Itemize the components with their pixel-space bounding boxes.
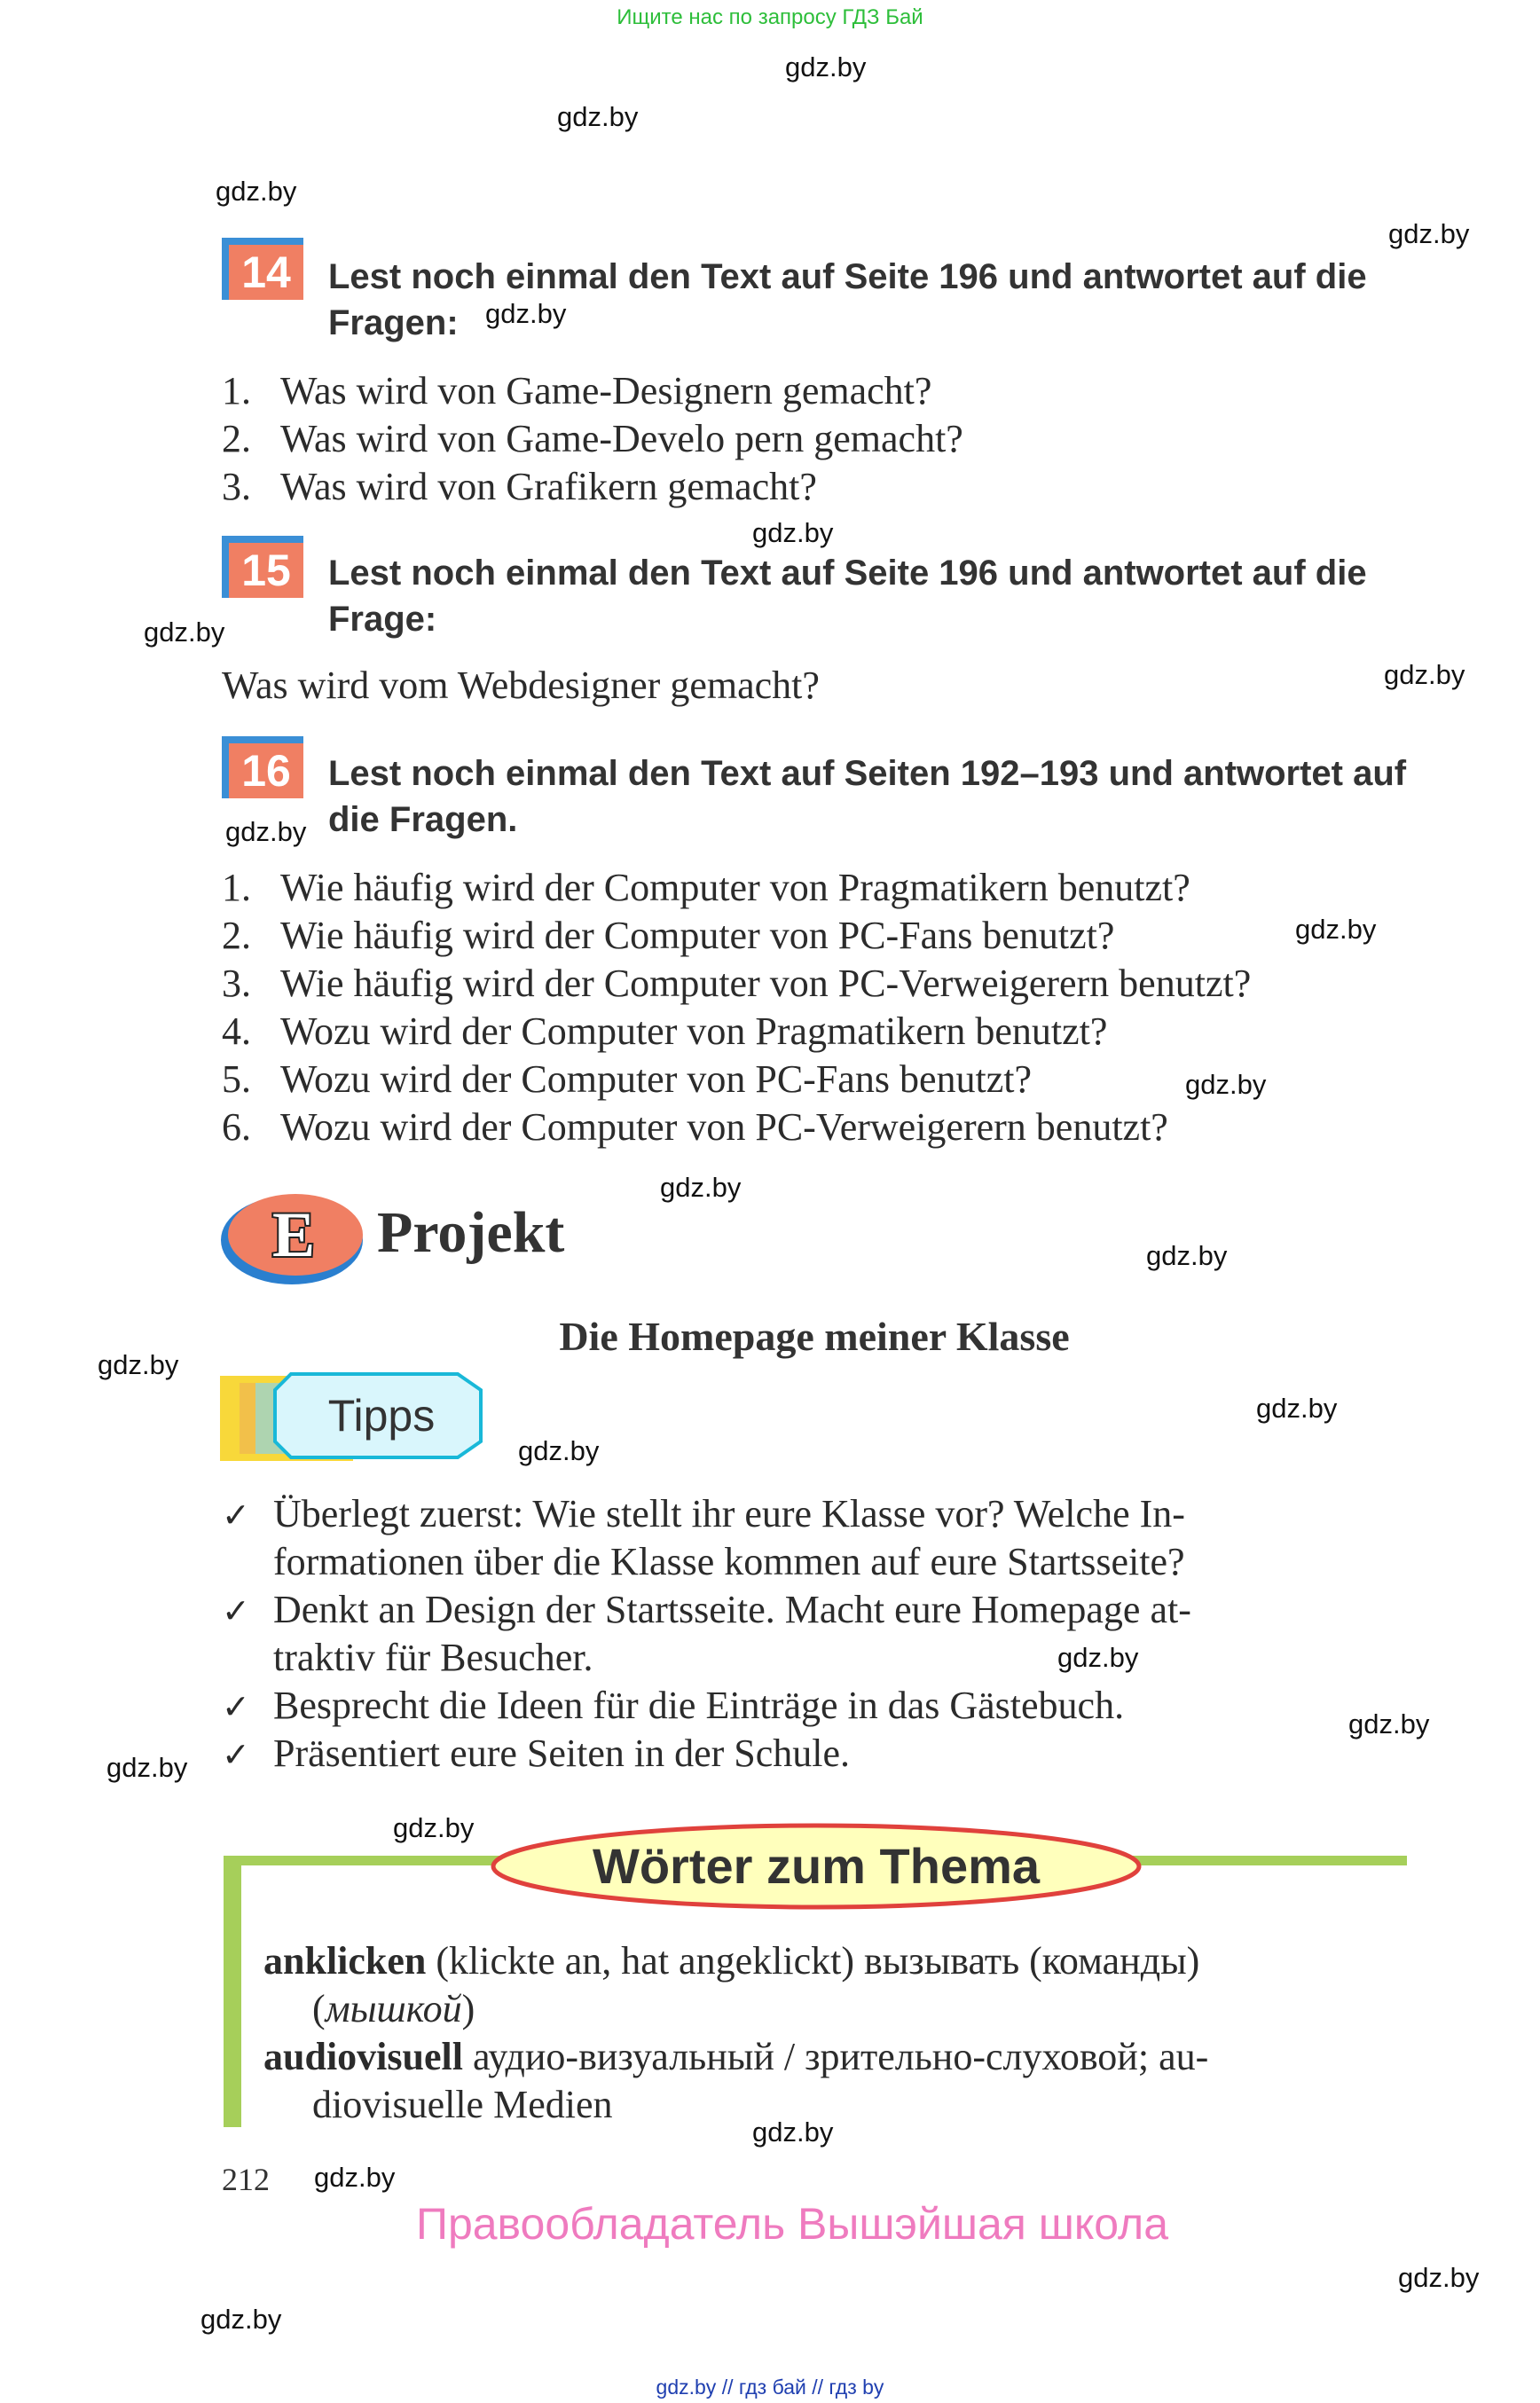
tip-continuation: formationen über die Klasse kommen auf eure Startsseite? — [273, 1540, 1185, 1583]
watermark: gdz.by — [557, 101, 639, 132]
question-text: Wozu wird der Computer von PC-Fans benutzt? — [280, 1057, 1032, 1101]
watermark: gdz.by — [98, 1349, 179, 1380]
badge-number: 15 — [229, 543, 303, 598]
question-text: Wie häufig wird der Computer von Pragmatikern benutzt? — [280, 866, 1190, 909]
vocab-paren: ( — [312, 1987, 326, 2030]
question-text: Wozu wird der Computer von Pragmatikern benutzt? — [280, 1009, 1108, 1053]
check-icon: ✓ — [222, 1735, 250, 1774]
frame-left-bar — [224, 1856, 241, 2127]
vocabulary-title: Wörter zum Thema — [592, 1838, 1041, 1894]
question-text: Was wird von Grafikern gemacht? — [280, 465, 817, 508]
watermark: gdz.by — [393, 1812, 475, 1843]
check-icon: ✓ — [222, 1591, 250, 1630]
watermark: gdz.by — [1398, 2262, 1480, 2293]
watermark: gdz.by — [660, 1172, 742, 1203]
question-item — [222, 367, 931, 415]
tip-text: Überlegt zuerst: Wie stellt ihr eure Klasse vor? Welche In- — [273, 1492, 1185, 1535]
task-number-badge — [222, 536, 303, 598]
tips-label: Tipps — [327, 1391, 436, 1441]
watermark: gdz.by — [1185, 1069, 1267, 1100]
badge-number: 16 — [229, 743, 303, 798]
question-item — [222, 415, 963, 463]
question-item — [222, 1103, 1168, 1151]
badge-number: 14 — [229, 245, 303, 300]
question-item — [222, 912, 1114, 960]
question-number: 4. — [222, 1009, 251, 1053]
vocab-definition: аудио-визуальный / зрительно-слуховой; au- — [462, 2035, 1209, 2078]
question-item — [222, 463, 817, 511]
task-title: Lest noch einmal den Text auf Seite 196 und antwortet auf die Fragen: — [328, 257, 1367, 342]
watermark: gdz.by — [1388, 218, 1470, 249]
question-number: 1. — [222, 866, 251, 909]
watermark: gdz.by — [1256, 1393, 1338, 1424]
watermark: gdz.by — [216, 176, 297, 207]
question-item — [222, 1008, 1107, 1056]
project-letter: E — [271, 1199, 316, 1270]
vocab-word: anklicken — [263, 1939, 427, 1983]
tip-text: Besprecht die Ideen für die Einträge in das Gästebuch. — [273, 1684, 1125, 1727]
vocab-definition: (klickte an, hat angeklickt) вызывать (команды) — [426, 1939, 1200, 1983]
top-banner: Ищите нас по запросу ГДЗ Бай — [617, 5, 923, 29]
question-text: Was wird vom Webdesigner gemacht? — [222, 664, 820, 707]
question-text: Wie häufig wird der Computer von PC-Fans benutzt? — [280, 914, 1115, 957]
vocab-word: audiovisuell — [263, 2035, 463, 2078]
page-number: 212 — [222, 2162, 270, 2197]
tips-badge — [220, 1370, 486, 1465]
watermark: gdz.by — [1146, 1240, 1228, 1271]
question-number: 1. — [222, 369, 251, 412]
check-icon: ✓ — [222, 1687, 250, 1726]
tip-text: Denkt an Design der Startsseite. Macht eure Homepage at- — [273, 1588, 1191, 1631]
question-number: 3. — [222, 962, 251, 1005]
question-item — [222, 960, 1251, 1008]
watermark: gdz.by — [1348, 1708, 1430, 1739]
tip-text: Präsentiert eure Seiten in der Schule. — [273, 1732, 851, 1775]
question-number: 2. — [222, 417, 251, 460]
watermark: gdz.by — [752, 517, 834, 548]
project-subheading: Die Homepage meiner Klasse — [559, 1314, 1070, 1359]
watermark: gdz.by — [200, 2304, 282, 2335]
watermark: gdz.by — [518, 1435, 600, 1466]
vocab-entry — [263, 2033, 1208, 2081]
question-number: 3. — [222, 465, 251, 508]
watermark: gdz.by — [225, 816, 307, 847]
project-letter-badge — [218, 1189, 369, 1288]
question-text: Was wird von Game-Develo pern gemacht? — [280, 417, 963, 460]
question-number: 5. — [222, 1057, 251, 1101]
question-text: Wie häufig wird der Computer von PC-Verweigerern benutzt? — [280, 962, 1252, 1005]
watermark: gdz.by — [1057, 1642, 1139, 1673]
task-title: Lest noch einmal den Text auf Seite 196 und antwortet auf die Frage: — [328, 554, 1367, 639]
copyright-notice: Правообладатель Вышэйшая школа — [416, 2199, 1168, 2249]
task-number-badge — [222, 238, 303, 300]
question-item — [222, 1056, 1032, 1103]
watermark: gdz.by — [106, 1752, 188, 1783]
question-text: Was wird von Game-Designern gemacht? — [280, 369, 932, 412]
tip-continuation: traktiv für Besucher. — [273, 1636, 593, 1679]
question-item — [222, 864, 1190, 912]
tip-item — [222, 1586, 1191, 1635]
project-heading: Projekt — [377, 1200, 565, 1265]
task-number-badge — [222, 736, 303, 798]
watermark: gdz.by — [1295, 914, 1377, 945]
watermark: gdz.by — [752, 2116, 834, 2148]
tip-item — [222, 1730, 850, 1779]
watermark: gdz.by — [1384, 659, 1465, 690]
watermark: gdz.by — [314, 2162, 396, 2193]
task-title: Lest noch einmal den Text auf Seiten 192–193 und antwortet auf die Fragen. — [328, 754, 1407, 839]
tip-item — [222, 1682, 1124, 1731]
vocab-paren: ) — [461, 1987, 475, 2030]
check-icon: ✓ — [222, 1496, 250, 1535]
vocab-entry-continuation — [312, 1985, 475, 2033]
vocab-italic: мышкой — [325, 1987, 462, 2030]
bottom-links[interactable]: gdz.by // гдз бай // гдз by — [656, 2376, 884, 2399]
tip-item — [222, 1490, 1185, 1539]
watermark: gdz.by — [144, 616, 225, 648]
watermark: gdz.by — [785, 51, 867, 82]
vocab-entry — [263, 1937, 1199, 1985]
watermark: gdz.by — [485, 298, 567, 329]
vocab-entry-continuation: diovisuelle Medien — [312, 2083, 613, 2126]
question-text: Wozu wird der Computer von PC-Verweigerern benutzt? — [280, 1105, 1168, 1149]
question-number: 6. — [222, 1105, 251, 1149]
question-number: 2. — [222, 914, 251, 957]
